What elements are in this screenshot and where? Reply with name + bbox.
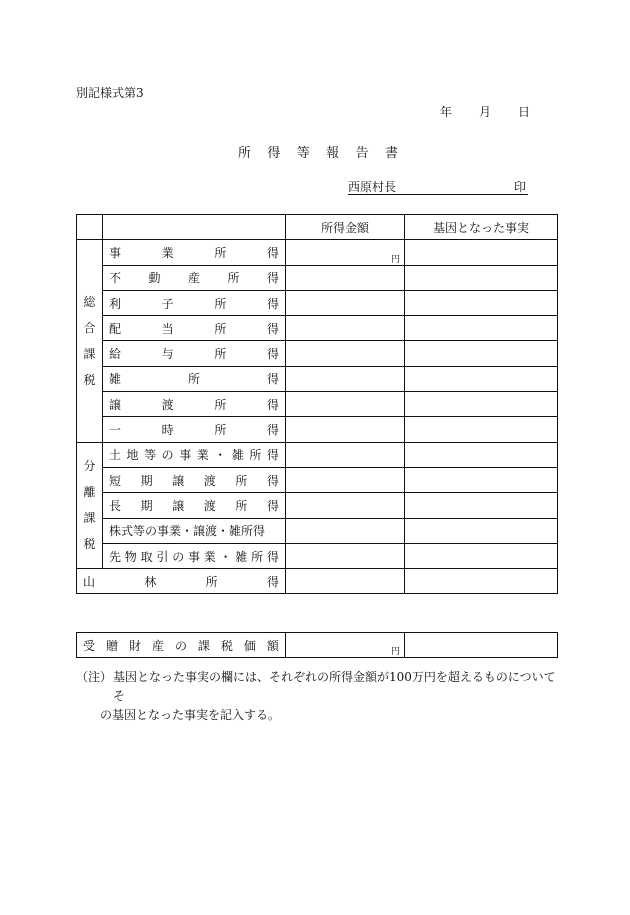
label-char: ・ — [214, 448, 227, 463]
label-char: 譲 — [172, 473, 185, 488]
group-separate-taxation — [77, 442, 103, 568]
label-char: 先 — [109, 549, 122, 564]
label-char: 雑 — [235, 549, 248, 564]
label-char: 所 — [187, 372, 200, 387]
amount-cell[interactable] — [286, 569, 405, 594]
header-group-cell — [77, 215, 103, 240]
label-char: 地 — [126, 448, 139, 463]
amount-cell[interactable] — [286, 290, 405, 315]
basis-cell[interactable] — [405, 569, 558, 594]
label-char: 短 — [109, 473, 122, 488]
category-cell — [103, 442, 286, 467]
amount-cell[interactable] — [286, 493, 405, 518]
category-cell — [103, 366, 286, 391]
income-table-body — [77, 215, 558, 594]
table-row — [77, 341, 558, 366]
title-char: 所 — [238, 146, 252, 161]
amount-cell[interactable] — [286, 240, 405, 265]
group-char: 合 — [83, 320, 96, 335]
title-char: 等 — [296, 146, 310, 161]
label-char: の — [174, 638, 187, 653]
category-label — [109, 320, 279, 337]
gift-label-cell — [77, 633, 286, 658]
label-char: 受 — [83, 638, 96, 653]
label-char: 得 — [266, 271, 279, 286]
label-char: 得 — [266, 347, 279, 362]
group-char: 課 — [83, 346, 96, 361]
category-label — [109, 446, 279, 463]
label-char: 子 — [161, 296, 174, 311]
addressee-line — [348, 178, 528, 195]
category-label — [83, 637, 279, 654]
table-row — [77, 417, 558, 442]
category-cell — [103, 316, 286, 341]
label-char: 得 — [266, 321, 279, 336]
basis-cell[interactable] — [405, 290, 558, 315]
basis-cell[interactable] — [405, 240, 558, 265]
label-char: 所 — [214, 347, 227, 362]
category-cell — [103, 290, 286, 315]
table-row — [77, 493, 558, 518]
seal-mark: 印 — [513, 180, 526, 194]
form-number: 別記様式第3 — [76, 86, 144, 100]
category-label — [109, 345, 279, 362]
header-row — [77, 215, 558, 240]
label-char: 渡 — [203, 473, 216, 488]
category-label — [109, 421, 279, 438]
label-char: 得 — [266, 574, 279, 589]
label-char: 所 — [214, 296, 227, 311]
label-char: の — [161, 448, 174, 463]
label-char: 利 — [109, 296, 122, 311]
date-day-label: 日 — [517, 105, 530, 119]
label-char: 贈 — [105, 638, 118, 653]
table-row — [77, 290, 558, 315]
label-char: 業 — [203, 549, 216, 564]
amount-cell[interactable] — [286, 417, 405, 442]
label-char: 所 — [214, 423, 227, 438]
basis-cell[interactable] — [405, 467, 558, 492]
category-cell — [103, 493, 286, 518]
table-row — [77, 442, 558, 467]
label-char: 所 — [214, 245, 227, 260]
label-char: 所 — [235, 473, 248, 488]
amount-cell[interactable] — [286, 366, 405, 391]
category-cell — [103, 341, 286, 366]
amount-cell[interactable] — [286, 392, 405, 417]
basis-cell[interactable] — [405, 493, 558, 518]
label-char: 動 — [148, 271, 161, 286]
basis-cell[interactable] — [405, 417, 558, 442]
table-row — [77, 265, 558, 290]
date-line — [440, 103, 530, 120]
title-char: 告 — [355, 146, 369, 161]
title-char: 報 — [326, 146, 340, 161]
label-char: 給 — [109, 347, 122, 362]
label-char: 事 — [187, 549, 200, 564]
label-char: 等 — [144, 448, 157, 463]
label-char: 渡 — [203, 498, 216, 513]
label-char: 所 — [235, 498, 248, 513]
label-char: の — [172, 549, 185, 564]
label-char: 財 — [128, 638, 141, 653]
label-char: 期 — [140, 473, 153, 488]
gift-row — [77, 633, 558, 658]
amount-cell[interactable] — [286, 341, 405, 366]
label-char: 取 — [140, 549, 153, 564]
label-char: 雑 — [231, 448, 244, 463]
label-char: 長 — [109, 498, 122, 513]
gift-amount-cell[interactable] — [286, 633, 405, 658]
label-char: 林 — [144, 574, 157, 589]
label-char: 所 — [227, 271, 240, 286]
label-char: 与 — [161, 347, 174, 362]
footnote — [76, 668, 556, 725]
note-line-1: 基因となった事実の欄には、それぞれの所得金額が100万円を超えるものについてそ — [113, 670, 556, 703]
label-char: 税 — [220, 638, 233, 653]
amount-cell[interactable] — [286, 543, 405, 568]
amount-cell[interactable] — [286, 265, 405, 290]
income-table — [76, 214, 558, 594]
label-char: 得 — [266, 473, 279, 488]
label-char: ・ — [219, 549, 232, 564]
label-char: 得 — [266, 296, 279, 311]
label-char: 産 — [151, 638, 164, 653]
label-char: 得 — [266, 397, 279, 412]
label-char: 価 — [243, 638, 256, 653]
label-char: 業 — [196, 448, 209, 463]
amount-cell[interactable] — [286, 467, 405, 492]
category-cell — [103, 518, 286, 543]
label-char: 事 — [179, 448, 192, 463]
label-char: 課 — [197, 638, 210, 653]
basis-cell[interactable] — [405, 543, 558, 568]
category-label — [109, 522, 279, 539]
category-label — [109, 370, 279, 387]
category-cell — [103, 417, 286, 442]
note-tag: （注） — [76, 670, 113, 684]
header-amount: 所得金額 — [286, 215, 405, 240]
group-char: 分 — [83, 459, 96, 474]
header-basis: 基因となった事実 — [405, 215, 558, 240]
label-char: 得 — [266, 423, 279, 438]
label-char: 一 — [109, 423, 122, 438]
label-char: 業 — [161, 245, 174, 260]
addressee-name: 西原村長 — [348, 180, 397, 194]
category-label — [109, 548, 279, 565]
category-label — [109, 295, 279, 312]
basis-cell[interactable] — [405, 366, 558, 391]
label-char: 渡 — [161, 397, 174, 412]
label-char: 額 — [266, 638, 279, 653]
category-label — [109, 244, 279, 261]
basis-cell[interactable] — [405, 316, 558, 341]
label-char: 譲 — [172, 498, 185, 513]
group-char: 税 — [83, 537, 96, 552]
label-char: 不 — [109, 271, 122, 286]
date-year-label: 年 — [440, 105, 453, 119]
table-row — [77, 316, 558, 341]
category-label — [83, 573, 279, 590]
amount-cell[interactable] — [286, 518, 405, 543]
label-char: 得 — [266, 498, 279, 513]
label-char: 得 — [266, 448, 279, 463]
label-char: 産 — [187, 271, 200, 286]
label-char: 得 — [266, 245, 279, 260]
label-char: 所 — [214, 397, 227, 412]
note-line-2: の基因となった事実を記入する。 — [100, 708, 281, 722]
label-char: 株式等の事業・譲渡・雑所得 — [109, 524, 266, 539]
table-row — [77, 518, 558, 543]
category-cell — [103, 543, 286, 568]
unit-label: 円 — [390, 254, 400, 265]
group-char: 税 — [83, 372, 96, 387]
gift-table — [76, 632, 558, 658]
label-char: 引 — [156, 549, 169, 564]
label-char: 所 — [214, 321, 227, 336]
label-char: 物 — [124, 549, 137, 564]
category-label — [109, 269, 279, 286]
document-title — [238, 142, 398, 161]
header-category-cell — [103, 215, 286, 240]
table-row — [77, 467, 558, 492]
category-cell — [103, 265, 286, 290]
basis-cell[interactable] — [405, 442, 558, 467]
basis-cell[interactable] — [405, 265, 558, 290]
label-char: 得 — [266, 372, 279, 387]
table-row — [77, 569, 558, 594]
table-row — [77, 543, 558, 568]
title-char: 書 — [384, 146, 398, 161]
category-cell — [103, 467, 286, 492]
unit-label: 円 — [390, 647, 400, 657]
basis-cell[interactable] — [405, 518, 558, 543]
amount-cell[interactable] — [286, 316, 405, 341]
category-cell — [77, 569, 286, 594]
group-char: 離 — [83, 485, 96, 500]
label-char: 期 — [140, 498, 153, 513]
table-row — [77, 392, 558, 417]
category-label — [109, 497, 279, 514]
table-row — [77, 366, 558, 391]
date-month-label: 月 — [478, 105, 491, 119]
label-char: 譲 — [109, 397, 122, 412]
label-char: 時 — [161, 423, 174, 438]
label-char: 雑 — [109, 372, 122, 387]
category-cell — [103, 240, 286, 265]
label-char: 山 — [83, 574, 96, 589]
group-char: 課 — [83, 511, 96, 526]
label-char: 土 — [109, 448, 122, 463]
amount-cell[interactable] — [286, 442, 405, 467]
label-char: 配 — [109, 321, 122, 336]
table-row — [77, 240, 558, 265]
category-label — [109, 472, 279, 489]
label-char: 当 — [161, 321, 174, 336]
label-char: 所 — [251, 549, 264, 564]
label-char: 事 — [109, 245, 122, 260]
group-char: 総 — [83, 294, 96, 309]
basis-cell[interactable] — [405, 392, 558, 417]
label-char: 所 — [249, 448, 262, 463]
label-char: 得 — [266, 549, 279, 564]
gift-basis-cell[interactable] — [405, 633, 558, 658]
category-cell — [103, 392, 286, 417]
category-label — [109, 396, 279, 413]
basis-cell[interactable] — [405, 341, 558, 366]
group-comprehensive-taxation — [77, 240, 103, 442]
label-char: 所 — [205, 574, 218, 589]
title-char: 得 — [267, 146, 281, 161]
